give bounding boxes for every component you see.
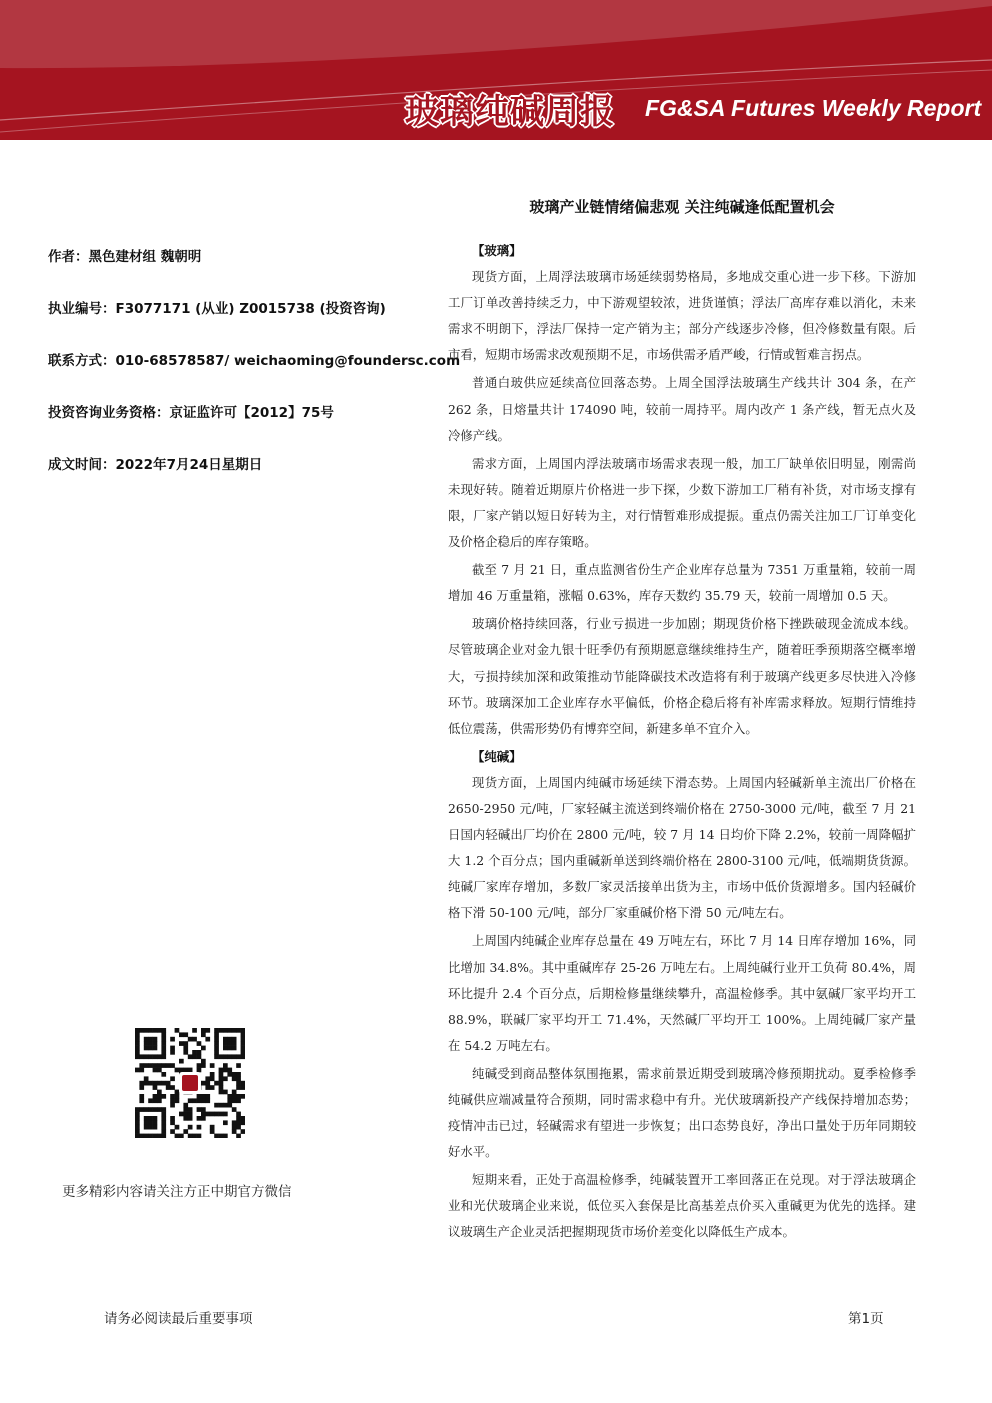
- glass-paragraph-4: 截至 7 月 21 日，重点监测省份生产企业库存总量为 7351 万重量箱，较前一周增加 46 万重量箱，涨幅 0.63%，库存天数约 35.79 天，较前一周增加 0.5 天。: [448, 562, 916, 604]
- meta-contact: 联系方式：010-68578587/ weichaoming@foundersc.com: [48, 353, 461, 369]
- report-body: [448, 238, 916, 1248]
- soda-paragraph-3: 纯碱受到商品整体氛围拖累，需求前景近期受到玻璃冷修预期扰动。夏季检修季纯碱供应端减量符合预期，同时需求稳中有升。光伏玻璃新投产产线保持增加态势；疫情冲击已过，轻碱需求有望进一步恢复；出口态势良好，净出口量处于历年同期较好水平。: [448, 1065, 916, 1160]
- meta-author: 作者：黑色建材组 魏朝明: [48, 249, 202, 265]
- report-title-cn: 玻璃纯碱周报: [405, 92, 615, 132]
- qr-logo-icon: [182, 1075, 198, 1091]
- glass-paragraph-2: 普通白玻供应延续高位回落态势。上周全国浮法玻璃生产线共计 304 条，在产 262 条，日熔量共计 174090 吨，较前一周持平。周内改产 1 条产线，暂无点火及冷修产线。: [448, 375, 916, 443]
- glass-paragraph-5: 玻璃价格持续回落，行业亏损进一步加剧；期现货价格下挫跌破现金流成本线。尽管玻璃企业对金九银十旺季仍有预期愿意继续维持生产，随着旺季预期落空概率增大，亏损持续加深和政策推动节能降碳技术改造将有利于玻璃产线更多尽快进入冷修环节。玻璃深加工企业库存水平偏低，价格企稳后将有补库需求释放。短期行情维持低位震荡，供需形势仍有博弈空间，新建多单不宜介入。: [448, 616, 916, 736]
- glass-paragraph-1: 现货方面，上周浮法玻璃市场延续弱势格局，多地成交重心进一步下移。下游加工厂订单改善持续乏力，中下游观望较浓，进货谨慎；浮法厂高库存难以消化，未来需求不明朗下，浮法厂保持一定产销为主；部分产线逐步冷修，但冷修数量有限。后市看，短期市场需求改观预期不足，市场供需矛盾严峻，行情或暂难言拐点。: [448, 269, 916, 363]
- soda-paragraph-1: 现货方面，上周国内纯碱市场延续下滑态势。上周国内轻碱新单主流出厂价格在 2650-2950 元/吨，厂家轻碱主流送到终端价格在 2750-3000 元/吨，截至 7 月 21 日国内轻碱出厂均价在 2800 元/吨，较 7 月 14 日均价下降 2.2%，较前一周降幅扩大 1.2 个百分点；国内重碱新单送到终端价格在 2800-3100 元/吨，低端期货货源。纯碱厂家库存增加，多数厂家灵活接单出货为主，市场中低价货源增多。国内轻碱价格下滑 50-100 元/吨，部分厂家重碱价格下滑 50 元/吨左右。: [448, 774, 916, 921]
- soda-paragraph-2: 上周国内纯碱企业库存总量在 49 万吨左右，环比 7 月 14 日库存增加 16%，同比增加 34.8%。其中重碱库存 25-26 万吨左右。上周纯碱行业开工负荷 80.4%，周环比提升 2.4 个百分点，后期检修量继续攀升，高温检修季。其中氨碱厂家平均开工 88.9%，联碱厂家平均开工 71.4%，天然碱厂平均开工 100%。上周纯碱厂家产量在 54.2 万吨左右。: [448, 933, 916, 1053]
- meta-date: 成文时间：2022年7月24日星期日: [48, 457, 263, 473]
- meta-qualification: 投资咨询业务资格：京证监许可【2012】75号: [48, 405, 334, 421]
- soda-paragraph-4: 短期来看，正处于高温检修季，纯碱装置开工率回落正在兑现。对于浮法玻璃企业和光伏玻璃企业来说，低位买入套保是比高基差点价买入重碱更为优先的选择。建议玻璃生产企业灵活把握期现货市场价差变化以降低生产成本。: [448, 1172, 916, 1240]
- qr-code-image: [135, 1028, 245, 1138]
- header-banner: [0, 0, 992, 140]
- section-heading-glass: 【玻璃】: [472, 243, 522, 258]
- qr-caption: 更多精彩内容请关注方正中期官方微信: [62, 1184, 292, 1200]
- report-title-en: FG&SA Futures Weekly Report: [645, 95, 982, 121]
- page-number: 第1页: [848, 1311, 884, 1327]
- glass-paragraph-3: 需求方面，上周国内浮法玻璃市场需求表现一般，加工厂缺单依旧明显，刚需尚未现好转。随着近期原片价格进一步下探，少数下游加工厂稍有补货，对市场支撑有限，厂家产销以短日好转为主，对行情暂难形成提振。重点仍需关注加工厂订单变化及价格企稳后的库存策略。: [448, 455, 916, 550]
- section-heading-soda: 【纯碱】: [472, 748, 522, 764]
- document-title: 玻璃产业链情绪偏悲观 关注纯碱逢低配置机会: [529, 198, 835, 216]
- wechat-qr-code: [135, 1028, 245, 1138]
- footer-notice: 请务必阅读最后重要事项: [104, 1311, 253, 1327]
- meta-license: 执业编号：F3077171 (从业) Z0015738 (投资咨询): [48, 301, 386, 317]
